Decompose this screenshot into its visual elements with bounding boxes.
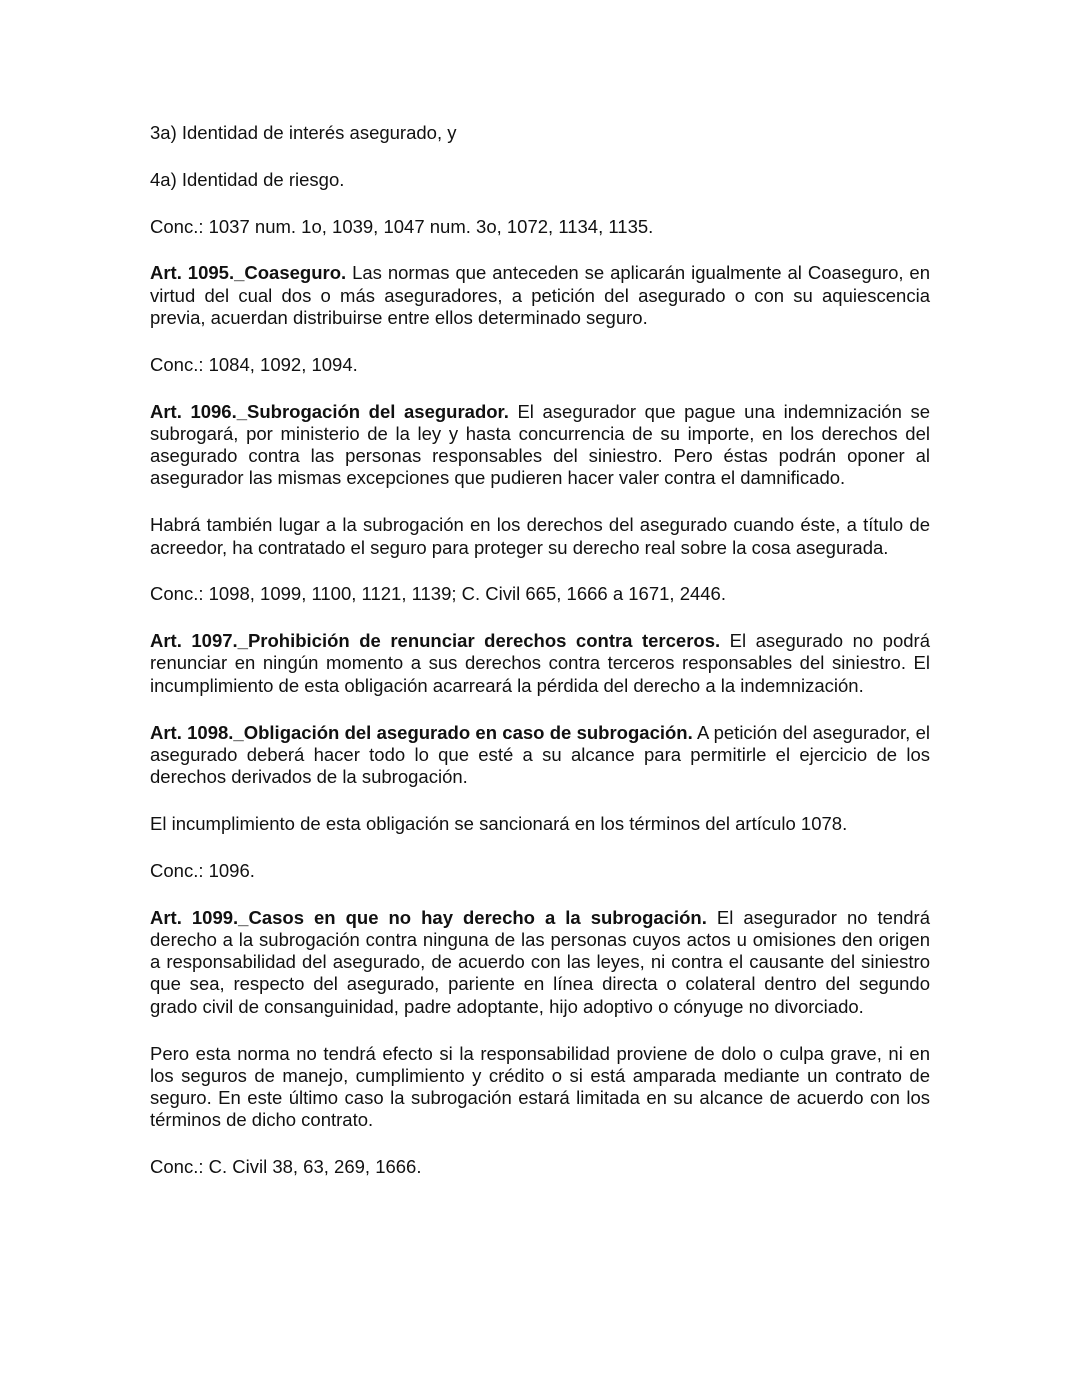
paragraph-text: Conc.: 1084, 1092, 1094. [150, 353, 358, 375]
paragraph-text: Conc.: C. Civil 38, 63, 269, 1666. [150, 1156, 422, 1178]
article-body: Las normas que anteceden se aplicarán igualmente al Coaseguro, en virtud del cual dos o más aseguradores, a petición del asegurado o con su aquiescencia previa, acuerdan distribuirse entre ellos determinado seguro. [150, 262, 931, 328]
concordance-note [150, 354, 930, 376]
article-body: El asegurador no tendrá derecho a la subrogación contra ninguna de las personas cuyos actos u omisiones den origen a responsabilidad del asegurado, de acuerdo con las leyes, ni contra el causante del siniestro que sea, respecto del asegurado, pariente en línea directa o colateral dentro del segundo grado civil de consanguinidad, padre adoptante, hijo adoptivo o cónyuge no divorciado. [150, 906, 931, 1017]
article-body: El asegurador que pague una indemnización se subrogará, por ministerio de la ley y hasta concurrencia de su importe, en los derechos del asegurado contra las personas responsables del siniestro. Pero éstas podrán oponer al asegurador las mismas excepciones que pudieren hacer valer contra el damnificado. [150, 400, 931, 489]
article-body: A petición del asegurador, el asegurado deberá hacer todo lo que esté a su alcance para permitirle el ejercicio de los derechos derivados de la subrogación. [150, 721, 930, 788]
article-body: El asegurado no podrá renunciar en ningún momento a sus derechos contra terceros responsables del siniestro. El incumplimiento de esta obligación acarreará la pérdida del derecho a la indemnización. [150, 630, 930, 696]
article-heading: Art. 1097._Prohibición de renunciar derechos contra terceros. [150, 630, 721, 652]
article-1096 [150, 401, 930, 490]
concordance-note [150, 216, 930, 238]
article-heading: Art. 1096._Subrogación del asegurador. [150, 400, 509, 422]
article-1098 [150, 722, 930, 789]
paragraph-text: El incumplimiento de esta obligación se sancionará en los términos del artículo 1078. [150, 812, 848, 834]
concordance-note [150, 860, 930, 882]
paragraph-text: 3a) Identidad de interés asegurado, y [150, 122, 457, 143]
article-1097 [150, 630, 930, 697]
list-item-4a [150, 169, 930, 191]
article-heading: Art. 1098._Obligación del asegurado en caso de subrogación. [150, 721, 693, 743]
list-item-3a [150, 122, 930, 144]
paragraph-text: Conc.: 1098, 1099, 1100, 1121, 1139; C. Civil 665, 1666 a 1671, 2446. [150, 583, 726, 605]
concordance-note [150, 583, 930, 605]
article-heading: Art. 1099._Casos en que no hay derecho a la subrogación. [150, 906, 707, 928]
document-page [150, 122, 930, 1203]
paragraph [150, 813, 930, 835]
paragraph [150, 514, 930, 559]
article-1099 [150, 907, 930, 1018]
paragraph-text: 4a) Identidad de riesgo. [150, 168, 345, 190]
paragraph-text: Conc.: 1096. [150, 859, 255, 881]
paragraph-text: Pero esta norma no tendrá efecto si la responsabilidad proviene de dolo o culpa grave, ni en los seguros de manejo, cumplimiento y crédito o si está amparada mediante un contrato de seguro. En este último caso la subrogación estará limitada en su alcance de acuerdo con los términos de dicho contrato. [150, 1042, 930, 1131]
article-heading: Art. 1095._Coaseguro. [150, 262, 347, 284]
paragraph-text: Habrá también lugar a la subrogación en los derechos del asegurado cuando éste, a título de acreedor, ha contratado el seguro para proteger su derecho real sobre la cosa asegurada. [150, 514, 930, 558]
paragraph-text: Conc.: 1037 num. 1o, 1039, 1047 num. 3o, 1072, 1134, 1135. [150, 215, 654, 237]
paragraph [150, 1043, 930, 1132]
article-1095 [150, 262, 930, 329]
concordance-note [150, 1156, 930, 1178]
